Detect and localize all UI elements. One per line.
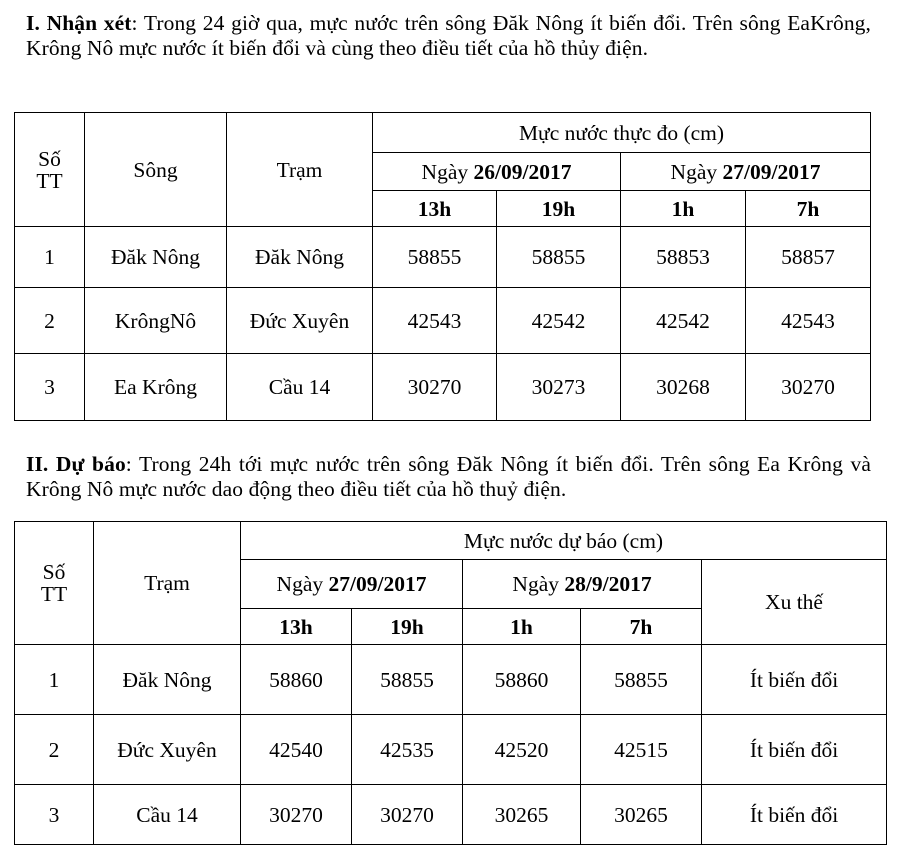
cell-value: 30270 [352, 785, 463, 845]
table-row [15, 785, 887, 845]
forecast-water-level-table [14, 521, 887, 845]
cell-value: 42520 [463, 715, 581, 785]
section1-heading: I. Nhận xét [26, 11, 132, 35]
cell-stt: 3 [15, 785, 94, 845]
cell-tram: Đăk Nông [94, 645, 241, 715]
cell-value: 30268 [621, 354, 746, 421]
header-hour: 13h [373, 191, 497, 227]
table-row [15, 227, 871, 288]
cell-value: 42542 [497, 288, 621, 354]
cell-trend: Ít biến đổi [702, 645, 887, 715]
header-day1: Ngày 27/09/2017 [241, 560, 463, 609]
section2-paragraph [26, 452, 871, 501]
cell-trend: Ít biến đổi [702, 715, 887, 785]
header-stt: Số TT [15, 522, 94, 645]
cell-tram: Đăk Nông [227, 227, 373, 288]
cell-song: Đăk Nông [85, 227, 227, 288]
cell-value: 30265 [463, 785, 581, 845]
cell-value: 58860 [463, 645, 581, 715]
header-hour: 1h [621, 191, 746, 227]
header-day2: Ngày 27/09/2017 [621, 153, 871, 191]
cell-stt: 1 [15, 227, 85, 288]
cell-song: KrôngNô [85, 288, 227, 354]
cell-value: 30265 [581, 785, 702, 845]
cell-value: 58860 [241, 645, 352, 715]
cell-tram: Đức Xuyên [227, 288, 373, 354]
cell-value: 58853 [621, 227, 746, 288]
cell-value: 58855 [373, 227, 497, 288]
cell-value: 42543 [746, 288, 871, 354]
cell-value: 42540 [241, 715, 352, 785]
cell-tram: Đức Xuyên [94, 715, 241, 785]
section1-text: : Trong 24 giờ qua, mực nước trên sông Đăk Nông ít biến đổi. Trên sông EaKrông, Krông Nô mực nước ít biến đổi và cùng theo điều tiết của hồ thủy điện. [26, 11, 871, 60]
cell-stt: 3 [15, 354, 85, 421]
cell-value: 58855 [497, 227, 621, 288]
table-row [15, 288, 871, 354]
header-observed-group: Mực nước thực đo (cm) [373, 113, 871, 153]
cell-value: 42542 [621, 288, 746, 354]
section2-heading: II. Dự báo [26, 452, 126, 476]
header-day2: Ngày 28/9/2017 [463, 560, 702, 609]
header-hour: 13h [241, 609, 352, 645]
section1-paragraph [26, 11, 871, 60]
cell-value: 30270 [746, 354, 871, 421]
section2-text: : Trong 24h tới mực nước trên sông Đăk Nông ít biến đổi. Trên sông Ea Krông và Krông Nô mực nước dao động theo điều tiết của hồ thuỷ điện. [26, 452, 871, 501]
cell-trend: Ít biến đổi [702, 785, 887, 845]
header-hour: 19h [497, 191, 621, 227]
cell-tram: Cầu 14 [227, 354, 373, 421]
header-hour: 19h [352, 609, 463, 645]
cell-value: 58855 [581, 645, 702, 715]
header-tram: Trạm [94, 522, 241, 645]
header-hour: 7h [746, 191, 871, 227]
cell-stt: 2 [15, 288, 85, 354]
cell-song: Ea Krông [85, 354, 227, 421]
cell-value: 58855 [352, 645, 463, 715]
header-stt: Số TT [15, 113, 85, 227]
header-tram: Trạm [227, 113, 373, 227]
cell-value: 30273 [497, 354, 621, 421]
table-row [15, 715, 887, 785]
header-day1: Ngày 26/09/2017 [373, 153, 621, 191]
cell-value: 42535 [352, 715, 463, 785]
cell-stt: 2 [15, 715, 94, 785]
header-hour: 1h [463, 609, 581, 645]
header-trend: Xu thế [702, 560, 887, 645]
cell-tram: Cầu 14 [94, 785, 241, 845]
header-forecast-group: Mực nước dự báo (cm) [241, 522, 887, 560]
cell-stt: 1 [15, 645, 94, 715]
cell-value: 42543 [373, 288, 497, 354]
cell-value: 42515 [581, 715, 702, 785]
observed-water-level-table [14, 112, 871, 421]
cell-value: 30270 [241, 785, 352, 845]
header-song: Sông [85, 113, 227, 227]
cell-value: 30270 [373, 354, 497, 421]
table-row [15, 354, 871, 421]
table-row [15, 645, 887, 715]
header-hour: 7h [581, 609, 702, 645]
cell-value: 58857 [746, 227, 871, 288]
